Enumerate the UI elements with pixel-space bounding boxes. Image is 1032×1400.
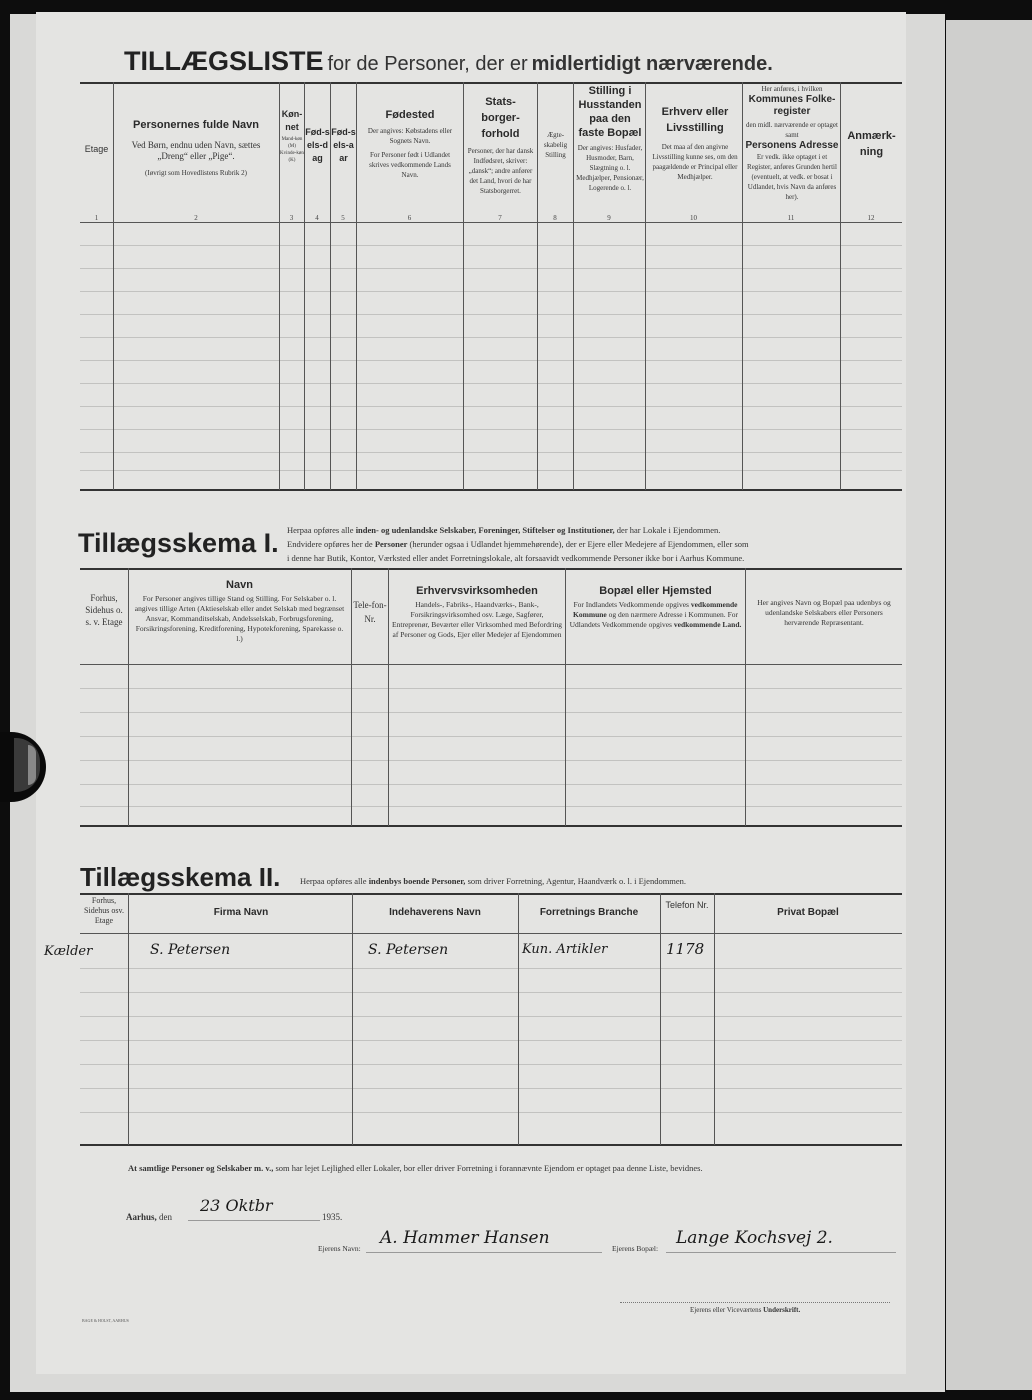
col-num-8: 8 [553,214,557,222]
col-household-header: Stilling i Husstanden paa den faste Bopæl Der angives: Husfader, Husmoder, Barn, Slægtning o. l. Medhjælper, Pensionær, Logerende o. l. [576,85,644,192]
main-title-bold: TILLÆGSLISTE [124,46,324,76]
skema2-row-telefon: 1178 [666,940,705,958]
col-name-header: Personernes fulde Navn Ved Børn, endnu uden Navn, sættes „Dreng“ eller „Pige“. (Iøvrigt som Hovedlistens Rubrik 2) [131,119,261,177]
col-occupation-header: Erhverv eller Livsstilling Det maa af den angivne Livsstilling kunne ses, om den paagældende er Principal eller Medhjælper. [652,106,738,181]
skema2-col-branche: Forretnings Branche [539,907,639,918]
col-num-4: 4 [315,214,319,222]
skema2-row-firma: S. Petersen [150,942,231,958]
binder-clip-highlight [28,745,36,785]
adjacent-page [946,20,1032,1390]
skema1-col-navn: Navn For Personer angives tillige Stand og Stilling. For Selskaber o. l. angives tillige Arten (Aktieselskab eller andet Selskab med begrænset Ansvar, Kommanditselskab, Andelsselskab, Forbrugsforening, Forsikringsforening, Kreditforening, Hypotekforening, Sparekasse o. l.) [134,579,345,643]
col-remark-header: Anmærk-ning [847,130,896,158]
skema1-col-tlf: Tele-fon-Nr. [353,600,387,624]
skema1-col-representant: Her angives Navn og Bopæl paa udenbys og udenlandske Selskabers eller Personers herværende Repræsentant. [757,598,891,627]
skema2-row-branche: Kun. Artikler [522,942,608,957]
col-gender-header: Køn-net Mand-køn (M) Kvinde-køn (K) [280,109,304,163]
owner-name-label: Ejerens Navn: [318,1244,361,1253]
skema2-row-indehaver: S. Petersen [368,942,449,958]
main-title [124,46,884,77]
col-birthyear-header: Fød-sels-aar [331,127,356,163]
col-num-10: 10 [690,214,697,222]
skema1-description: Herpaa opføres alle inden- og udenlandske Selskaber, Foreninger, Stiftelser og Institutioner, der har Lokale i Ejendommen. Endvidere opføres her de Personer (herunder ogsaa i Udlandet hjemmehørende), der er Ejere eller Medejere af Ejendommen, eller som i denne har Butik, Kontor, Værksted eller andet Forretningslokale, alt forsaavidt vedkommende Personer ikke bor i Aarhus Kommune. [287,525,749,563]
owner-address-label: Ejerens Bopæl: [612,1244,659,1253]
skema2-col-privat: Privat Bopæl [777,907,839,918]
col-num-11: 11 [787,214,795,222]
skema2-row-etage: Kælder [44,944,93,959]
col-num-2: 2 [194,214,198,222]
main-title-bold2: midlertidigt nærværende. [531,53,773,75]
col-citizenship-header: Stats-borger-forhold Personer, der har dansk Indfødsret, skriver: „dansk“; andre anfører det Land, hvori de har Statsborgerret. [467,96,534,195]
skema1-col-forhus: Forhus, Sidehus o. s. v. Etage [85,593,123,627]
date-handwritten: 23 Oktbr [200,1196,273,1215]
col-num-7: 7 [498,214,502,222]
signature-caption: Ejerens eller Viceværtens Underskrift. [690,1306,801,1314]
date-year: 1935. [322,1212,343,1222]
skema2-title: Tillægsskema II. [80,862,281,892]
skema1-col-erhverv: Erhvervsvirksomheden Handels-, Fabriks-, Haandværks-, Bank-, Forsikringsvirksomhed osv. Læge, Sagfører, Entreprenør, Beværter eller Virksomhed med Befordring af Personer og Gods, Ejer eller Medejer af Ejendommen [392,585,562,639]
col-num-9: 9 [607,214,611,222]
skema2-col-tlf: Telefon Nr. [665,900,709,910]
col-register-header: Her anføres, i hvilken Kommunes Folke-register den midl. nærværende er optaget samt Personens Adresse Er vedk. ikke optaget i et Register, anføres Grunden hertil (eventuelt, at vedk. er bosat i Udlandet, hvis Navn da anføres her). [745,85,839,201]
col-birthday-header: Fød-sels-dag [305,127,330,163]
col-num-1: 1 [94,214,99,222]
skema2-col-firma: Firma Navn [213,907,269,918]
signature-line [620,1302,890,1304]
col-etage-header: Etage [84,144,109,154]
skema1-col-bopael: Bopæl eller Hjemsted For Indlandets Vedkommende opgives vedkommende Kommune og den nærmere Adresse i Kommunen. For Udlandets Vedkommende opgives vedkommende Land. [569,585,742,629]
printer-mark: BAGE & HOLST, AARHUS [82,1318,129,1323]
skema2-col-indehaver: Indehaverens Navn [389,907,481,918]
skema2-description: Herpaa opføres alle indenbys boende Personer, som driver Forretning, Agentur, Haandværk o. l. i Ejendommen. [300,876,687,886]
col-num-5: 5 [341,214,345,222]
main-title-mid: for de Personer, der er [327,53,528,75]
skema1-title: Tillægsskema I. [78,528,279,558]
owner-address-handwritten: Lange Kochsvej 2. [676,1228,833,1248]
col-num-3: 3 [289,214,294,222]
col-num-12: 12 [867,214,875,222]
col-num-6: 6 [407,214,412,222]
attestation-statement: At samtlige Personer og Selskaber m. v., som har lejet Lejlighed eller Lokaler, bor eller driver Forretning i forannævnte Ejendom er optaget paa denne Liste, bevidnes. [128,1163,703,1173]
col-birthplace-header: Fødested Der angives: Købstadens eller Sognets Navn. For Personer født i Udlandet skrives vedkommende Lands Navn. [367,109,453,179]
owner-name-handwritten: A. Hammer Hansen [380,1228,550,1248]
date-line: Aarhus, den [126,1212,173,1222]
col-marital-header: Ægte-skabelig Stilling [543,131,568,159]
skema2-col-forhus: Forhus, Sidehus osv. Etage [84,896,124,925]
